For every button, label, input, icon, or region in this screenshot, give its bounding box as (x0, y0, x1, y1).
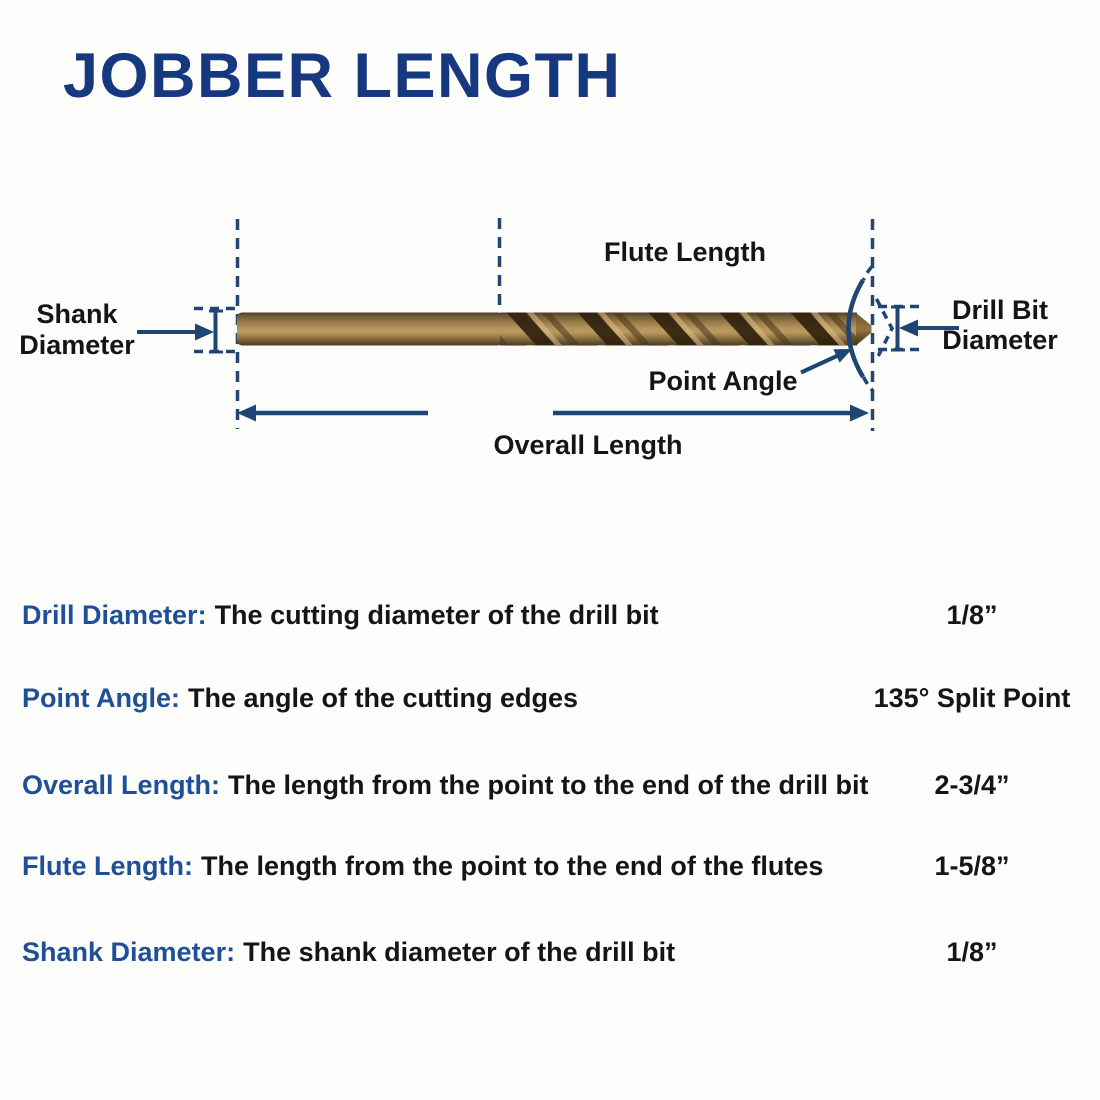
drill-bit-diameter-label-line2: Diameter (942, 325, 1058, 355)
spec-description: The cutting diameter of the drill bit (214, 600, 659, 630)
spec-label: Overall Length: (22, 770, 221, 800)
spec-value: 2-3/4” (934, 770, 1010, 800)
drill-bit-tip (856, 313, 872, 346)
flute-length-label: Flute Length (604, 237, 766, 267)
overall-length-label: Overall Length (493, 430, 683, 460)
spec-row-point-angle (22, 682, 1078, 716)
spec-value: 135° Split Point (873, 683, 1071, 713)
shank-diameter-callout (137, 309, 242, 353)
spec-description: The shank diameter of the drill bit (243, 937, 676, 967)
spec-value: 1/8” (946, 600, 998, 630)
overall-length-dimension (237, 405, 869, 422)
shank-diameter-label-line1: Shank (36, 299, 118, 329)
spec-description: The length from the point to the end of the drill bit (228, 770, 869, 800)
point-angle-label: Point Angle (648, 366, 798, 396)
spec-label: Drill Diameter: (22, 600, 207, 630)
spec-value: 1/8” (946, 937, 998, 967)
bit-diameter-arrowhead (899, 320, 918, 337)
drill-bit-diameter-label (922, 295, 1078, 355)
point-angle-arc-dashed-top (864, 267, 873, 281)
drill-bit-flutes (500, 313, 857, 346)
shank-diameter-label-line2: Diameter (19, 330, 135, 360)
spec-label: Shank Diameter: (22, 937, 236, 967)
spec-description: The length from the point to the end of the flutes (200, 851, 824, 881)
spec-row-flute-length (22, 850, 1078, 884)
point-angle-arrowhead (833, 349, 852, 363)
spec-value: 1-5/8” (934, 851, 1010, 881)
point-angle-arc (849, 280, 864, 377)
overall-length-left-arrowhead (237, 405, 256, 422)
point-outline-dashed-chevron (877, 299, 893, 358)
overall-length-right-arrowhead (850, 405, 869, 422)
spec-label: Point Angle: (22, 683, 180, 713)
drill-bit-diameter-label-line1: Drill Bit (951, 295, 1048, 325)
drill-bit (237, 313, 872, 346)
drill-bit-shank (237, 313, 503, 346)
shank-diameter-label (10, 299, 144, 361)
shank-diameter-arrowhead (195, 324, 214, 341)
drill-bit-flute-spiral (500, 313, 857, 346)
point-angle-arc-dashed-bottom (864, 377, 874, 391)
spec-row-overall-length (22, 769, 1078, 803)
spec-row-shank-diameter (22, 936, 1078, 970)
spec-description: The angle of the cutting edges (187, 683, 579, 713)
spec-row-drill-diameter (22, 599, 1078, 633)
spec-label: Flute Length: (22, 851, 193, 881)
page-title: JOBBER LENGTH (63, 41, 622, 111)
point-angle-callout (801, 267, 892, 392)
